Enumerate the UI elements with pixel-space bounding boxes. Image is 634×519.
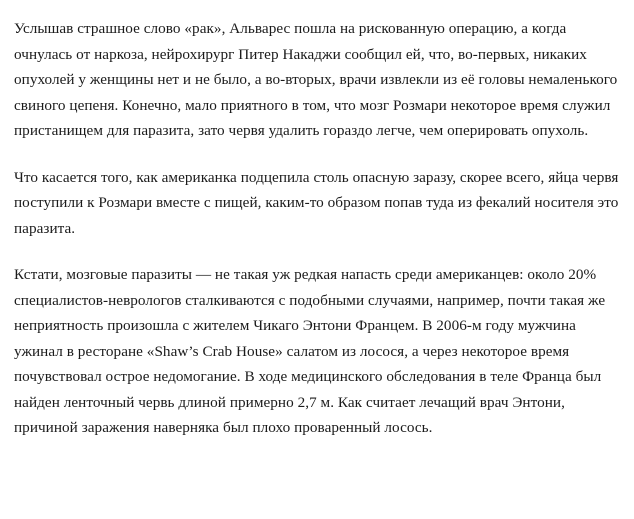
article-paragraph: Услышав страшное слово «рак», Альварес пошла на рискованную операцию, а когда очнулась от наркоза, нейрохирург Питер Накаджи сообщил ей, что, во-первых, никаких опухолей у женщины нет и не было, а во-вторых, врачи извлекли из её головы немаленького свиного цепеня. Конечно, мало приятного в том, что мозг Розмари некоторое время служил пристанищем для паразита, зато червя удалить гораздо легче, чем оперировать опухоль. bbox=[14, 20, 618, 139]
article-paragraph: Кстати, мозговые паразиты — не такая уж редкая напасть среди американцев: около 20% специалистов-неврологов сталкиваются с подобными случаями, например, почти такая же неприятность произошла с жителем Чикаго Энтони Францем. В 2006-м году мужчина ужинал в ресторане «Shaw’s Crab House» салатом из лосося, а через некоторое время почувствовал острое недомогание. В ходе медицинского обследования в теле Франца был найден ленточный червь длиной примерно 2,7 м. Как считает лечащий врач Энтони, причиной заражения наверняка был плохо проваренный лосось. bbox=[14, 266, 606, 436]
article-paragraph: Что касается того, как американка подцепила столь опасную заразу, скорее всего, яйца червя поступили к Розмари вместе с пищей, каким-то образом попав туда из фекалий носителя это паразита. bbox=[14, 168, 619, 237]
